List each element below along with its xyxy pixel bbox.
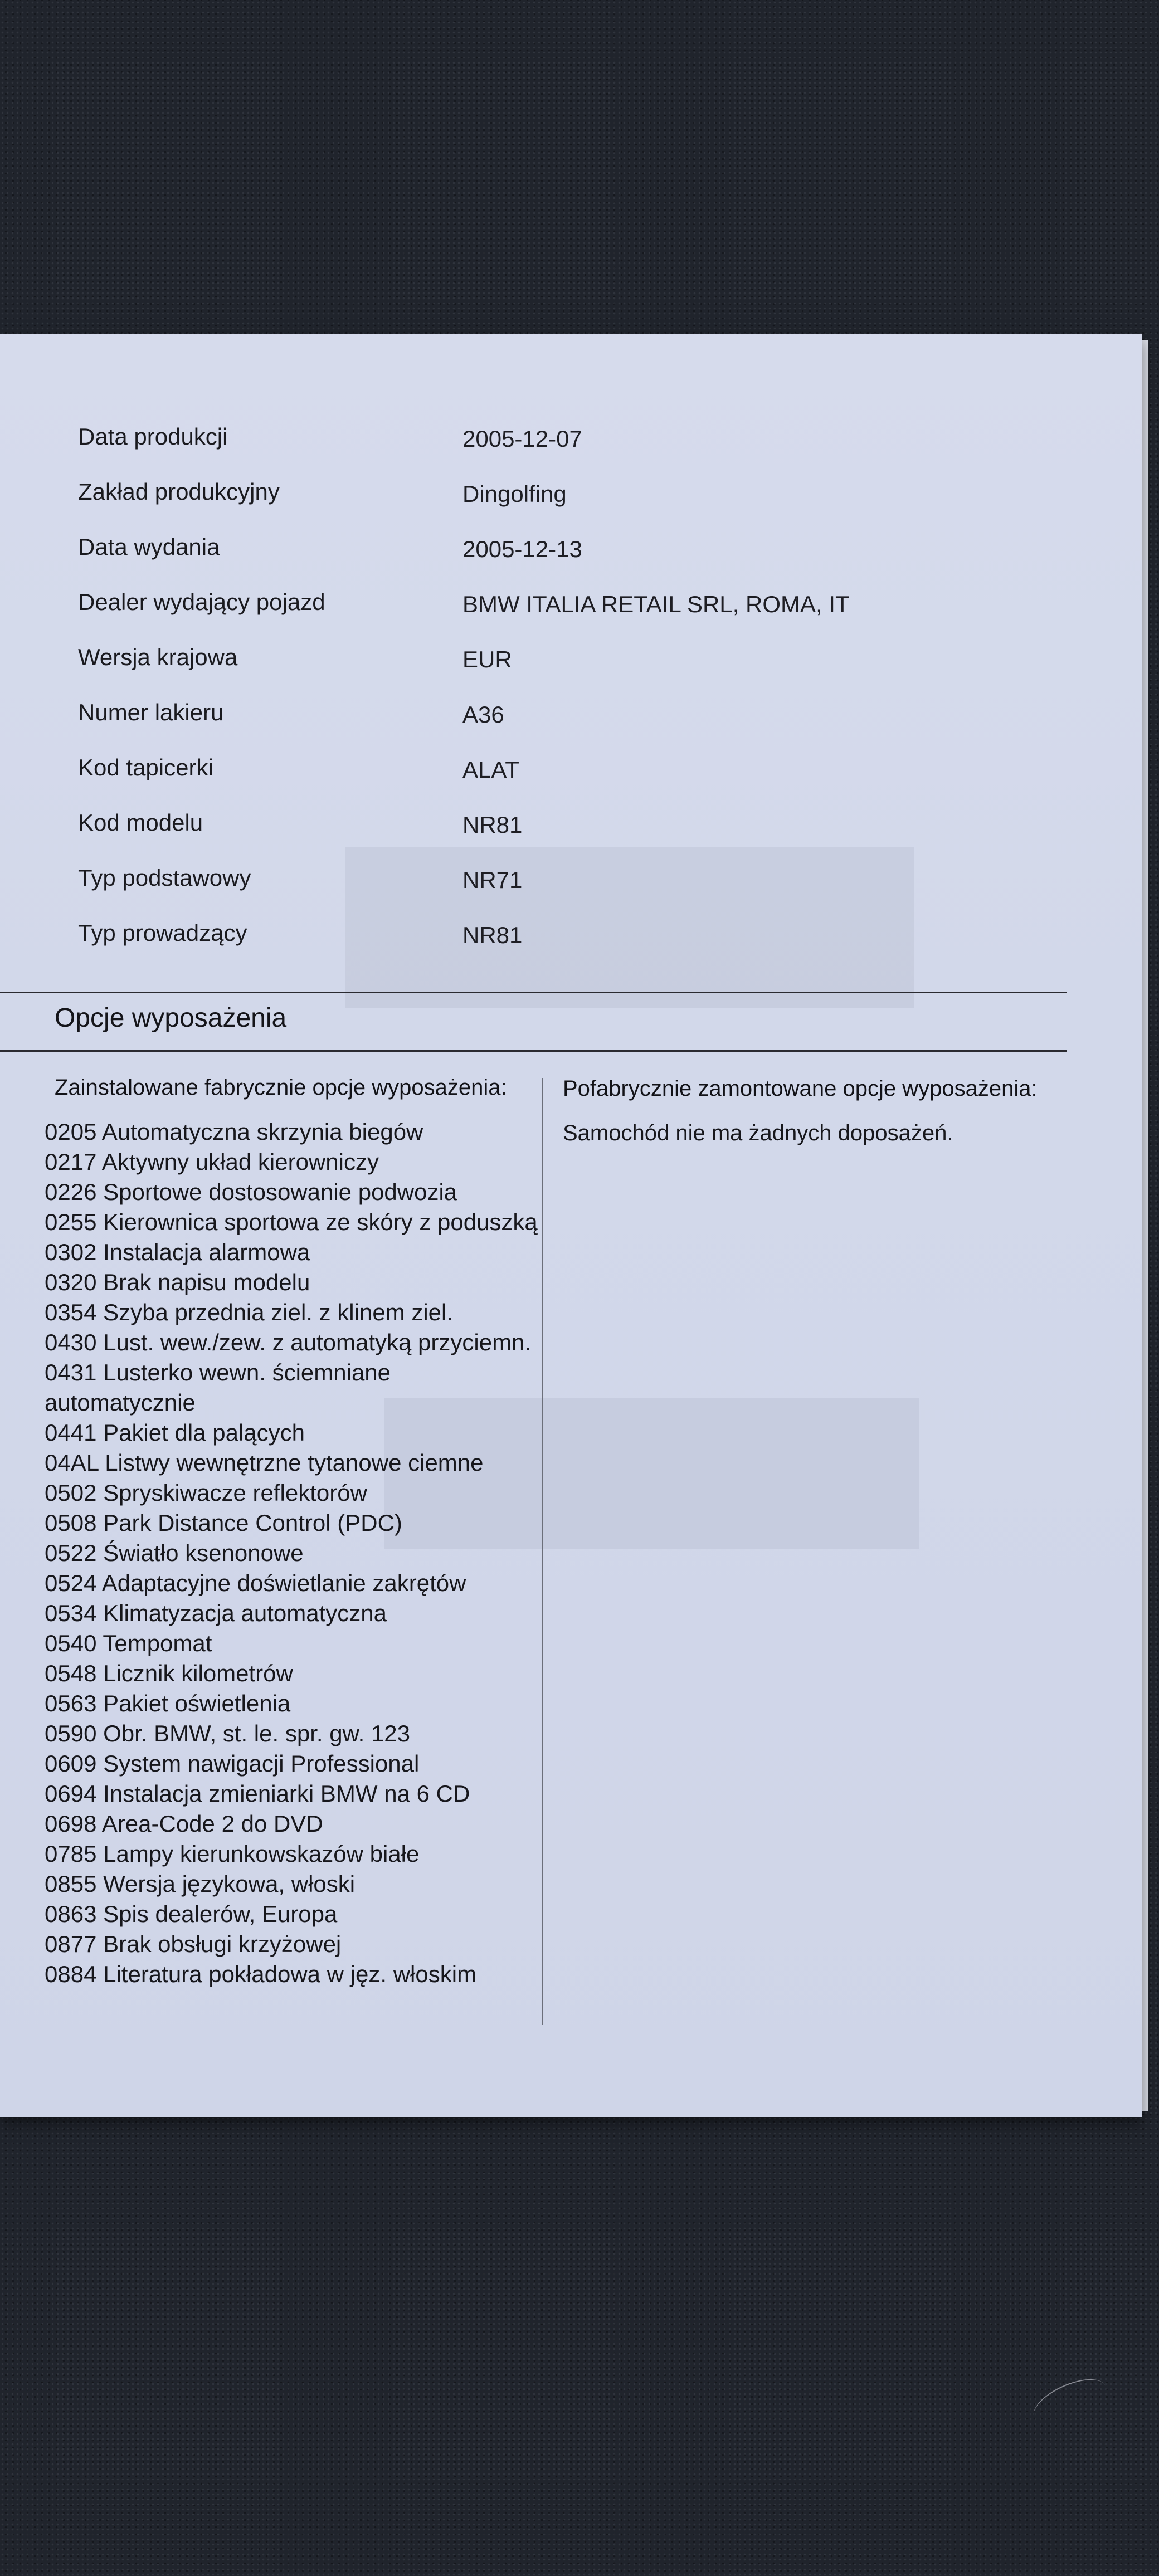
option-item: 0785 Lampy kierunkowskazów białe: [45, 1841, 420, 1867]
section-bottom-rule: [0, 1050, 1067, 1052]
option-item: 0540 Tempomat: [45, 1630, 212, 1656]
section-title: Opcje wyposażenia: [55, 1003, 287, 1033]
option-item: 0302 Instalacja alarmowa: [45, 1239, 310, 1265]
option-item: 0534 Klimatyzacja automatyczna: [45, 1600, 387, 1626]
info-value: 2005-12-13: [462, 536, 582, 562]
info-value: EUR: [462, 646, 512, 672]
info-row-base-type: [78, 865, 1081, 898]
option-item: 0694 Instalacja zmieniarki BMW na 6 CD: [45, 1780, 470, 1807]
info-row-lead-type: [78, 920, 1081, 953]
info-label: Wersja krajowa: [78, 644, 238, 670]
info-row-production-date: [78, 423, 1081, 457]
surface-scratch: [1027, 2370, 1112, 2433]
info-value: NR81: [462, 812, 523, 838]
info-label: Data produkcji: [78, 423, 228, 450]
info-label: Data wydania: [78, 534, 220, 560]
option-item: 0877 Brak obsługi krzyżowej: [45, 1931, 342, 1957]
option-item: 04AL Listwy wewnętrzne tytanowe ciemne: [45, 1450, 484, 1476]
document-page: [0, 334, 1142, 2117]
option-item: 0884 Literatura pokładowa w jęz. włoskim: [45, 1961, 477, 1987]
option-item: 0320 Brak napisu modelu: [45, 1269, 310, 1295]
option-item: 0609 System nawigacji Professional: [45, 1750, 420, 1777]
option-item: 0226 Sportowe dostosowanie podwozia: [45, 1179, 457, 1205]
info-row-paint-code: [78, 699, 1081, 733]
option-item: 0217 Aktywny układ kierowniczy: [45, 1149, 379, 1175]
info-value: NR81: [462, 922, 523, 948]
info-label: Dealer wydający pojazd: [78, 589, 325, 615]
info-value: BMW ITALIA RETAIL SRL, ROMA, IT: [462, 591, 850, 617]
option-item: 0698 Area-Code 2 do DVD: [45, 1811, 323, 1837]
info-value: ALAT: [462, 757, 519, 783]
info-label: Typ prowadzący: [78, 920, 247, 946]
option-item: 0430 Lust. wew./zew. z automatyką przyciemn.: [45, 1329, 532, 1355]
section-top-rule: [0, 992, 1067, 993]
option-item: 0548 Licznik kilometrów: [45, 1660, 293, 1686]
aftermarket-options-heading: Pofabrycznie zamontowane opcje wyposażenia:: [563, 1076, 1038, 1101]
option-item: 0205 Automatyczna skrzynia biegów: [45, 1119, 423, 1145]
factory-options-list: [45, 1117, 538, 1989]
option-item: 0522 Światło ksenonowe: [45, 1540, 304, 1566]
info-row-plant: [78, 479, 1081, 512]
info-row-model-code: [78, 809, 1081, 843]
option-item: 0431 Lusterko wewn. ściemniane automatycznie: [45, 1359, 391, 1416]
info-value: A36: [462, 701, 504, 728]
info-label: Numer lakieru: [78, 699, 224, 725]
info-value: 2005-12-07: [462, 426, 582, 452]
info-row-upholstery-code: [78, 754, 1081, 788]
factory-options-heading: Zainstalowane fabrycznie opcje wyposażenia:: [55, 1075, 507, 1100]
option-item: 0441 Pakiet dla palących: [45, 1419, 305, 1446]
aftermarket-note: Samochód nie ma żadnych doposażeń.: [563, 1121, 953, 1145]
option-item: 0563 Pakiet oświetlenia: [45, 1690, 291, 1716]
info-label: Typ podstawowy: [78, 865, 251, 891]
option-item: 0508 Park Distance Control (PDC): [45, 1510, 402, 1536]
option-item: 0255 Kierownica sportowa ze skóry z poduszką: [45, 1209, 538, 1235]
info-row-dealer: [78, 589, 1081, 622]
info-row-issue-date: [78, 534, 1081, 567]
info-value: NR71: [462, 867, 523, 893]
option-item: 0524 Adaptacyjne doświetlanie zakrętów: [45, 1570, 466, 1596]
info-label: Kod modelu: [78, 809, 203, 836]
option-item: 0590 Obr. BMW, st. le. spr. gw. 123: [45, 1720, 410, 1746]
option-item: 0863 Spis dealerów, Europa: [45, 1901, 338, 1927]
column-divider: [542, 1078, 543, 2025]
info-label: Zakład produkcyjny: [78, 479, 280, 505]
option-item: 0502 Spryskiwacze reflektorów: [45, 1480, 367, 1506]
info-value: Dingolfing: [462, 481, 567, 507]
info-row-country-version: [78, 644, 1081, 677]
option-item: 0855 Wersja językowa, włoski: [45, 1871, 356, 1897]
info-label: Kod tapicerki: [78, 754, 213, 780]
option-item: 0354 Szyba przednia ziel. z klinem ziel.: [45, 1299, 454, 1325]
